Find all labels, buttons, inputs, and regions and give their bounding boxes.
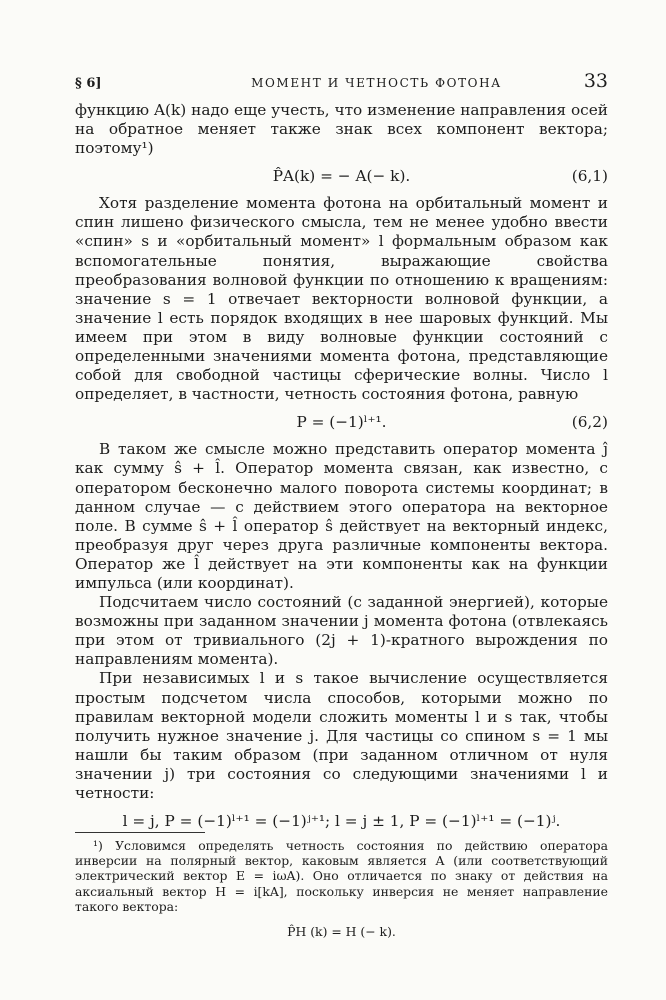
equation-6-1-number: (6,1) xyxy=(571,167,608,186)
paragraph-1: функцию A(k) надо еще учесть, что изменение направления осей на обратное меняет также знак всех компонент вектора; поэтому¹) xyxy=(75,101,608,158)
page-header xyxy=(75,70,608,98)
equation-6-2-number: (6,2) xyxy=(571,413,608,432)
footnote xyxy=(75,838,608,942)
running-title: МОМЕНТ И ЧЕТНОСТЬ ФОТОНА xyxy=(251,76,502,90)
section-mark: § 6] xyxy=(75,76,102,91)
footnote-text: ¹) Условимся определять четность состояния по действию оператора инверсии на полярный вектор, каковым является A (или соответствующий электрический вектор E = iωA). Оно отличается по знаку от действия на аксиальный вектор H = i[kA], поскольку инверсия не меняет направление такого вектора: xyxy=(75,838,608,914)
equation-6-1 xyxy=(75,164,608,188)
paragraph-2: Хотя разделение момента фотона на орбитальный момент и спин лишено физического смысла, тем не менее удобно ввести «спин» s и «орбитальный момент» l формальным образом как вспомогательные понятия, выражающие свойства преобразования волновой функции по отношению к вращениям: значение s = 1 отвечает векторности волновой функции, а значение l есть порядок входящих в нее шаровых функций. Мы имеем при этом в виду волновые функции состояний с определенными значениями момента фотона, представляющие собой для свободной частицы сферические волны. Число l определяет, в частности, четность состояния фотона, равную xyxy=(75,194,608,404)
equation-states-formula: l = j, P = (−1)ˡ⁺¹ = (−1)ʲ⁺¹; l = j ± 1, P = (−1)ˡ⁺¹ = (−1)ʲ. xyxy=(122,812,561,831)
paragraph-4: Подсчитаем число состояний (с заданной энергией), которые возможны при заданном значении j момента фотона (отвлекаясь при этом от тривиального (2j + 1)-кратного вырождения по направлениям момента). xyxy=(75,593,608,669)
footnote-equation-formula: P̂H (k) = H (− k). xyxy=(287,924,396,940)
paragraph-5: При независимых l и s такое вычисление осуществляется простым подсчетом числа способов, которыми можно по правилам векторной модели сложить моменты l и s так, чтобы получить нужное значение j. Для частицы со спином s = 1 мы нашли бы таким образом (при заданном отличном от нуля значении j) три состояния со следующими значениями l и четности: xyxy=(75,669,608,802)
footnote-divider xyxy=(75,832,205,833)
main-text xyxy=(75,101,608,839)
equation-6-2-formula: P = (−1)ˡ⁺¹. xyxy=(296,413,387,432)
equation-6-1-formula: P̂A(k) = − A(− k). xyxy=(272,167,411,186)
page-number: 33 xyxy=(583,70,608,92)
equation-states xyxy=(75,809,608,833)
equation-6-2 xyxy=(75,410,608,434)
paragraph-3: В таком же смысле можно представить оператор момента ĵ как сумму ŝ + l̂. Оператор момента связан, как известно, с оператором бесконечно малого поворота системы координат; в данном случае — с действием этого оператора на векторное поле. В сумме ŝ + l̂ оператор ŝ действует на векторный индекс, преобразуя друг через друга различные компоненты вектора. Оператор же l̂ действует на эти компоненты как на функции импульса (или координат). xyxy=(75,440,608,592)
footnote-equation xyxy=(75,922,608,942)
